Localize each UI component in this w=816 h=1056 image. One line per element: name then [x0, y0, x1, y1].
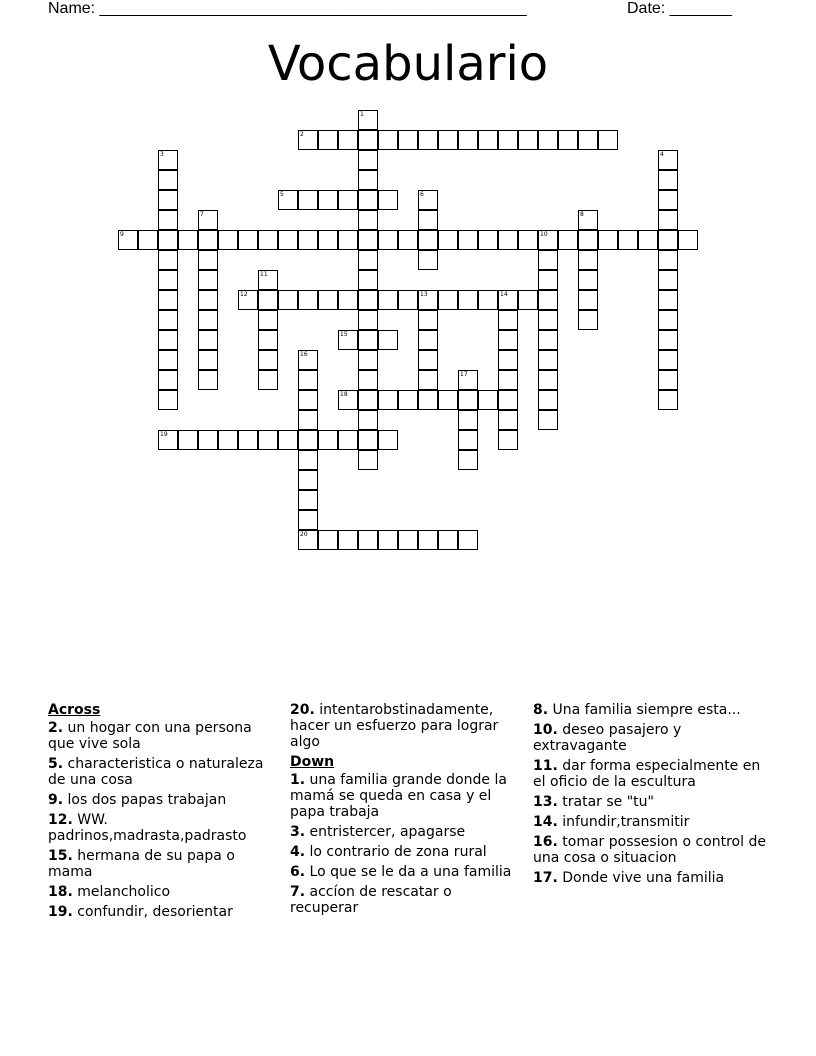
grid-cell[interactable]: [598, 130, 618, 150]
grid-cell[interactable]: [438, 290, 458, 310]
grid-cell[interactable]: [418, 230, 438, 250]
clues-column-1: [48, 702, 276, 924]
clue-across-19: [48, 904, 276, 920]
clue-text: tomar possesion o control de una cosa o situacion: [533, 834, 766, 866]
clue-across-15: [48, 848, 276, 880]
grid-cell[interactable]: [378, 330, 398, 350]
clue-text: WW. padrinos,madrasta,padrasto: [48, 812, 247, 844]
clue-text: intentarobstinadamente, hacer un esfuerzo para lograr algo: [290, 702, 499, 750]
clue-down-11: [533, 758, 768, 790]
grid-cell[interactable]: [198, 330, 218, 350]
grid-cell[interactable]: [338, 130, 358, 150]
clue-down-6: [290, 864, 522, 880]
clue-number-label: 14: [500, 291, 508, 298]
grid-cell[interactable]: [298, 430, 318, 450]
grid-cell[interactable]: [238, 430, 258, 450]
clue-number: 9.: [48, 792, 64, 808]
grid-cell[interactable]: [498, 410, 518, 430]
clue-down-10: [533, 722, 768, 754]
grid-cell[interactable]: [258, 290, 278, 310]
grid-cell[interactable]: [538, 390, 558, 410]
clue-text: una familia grande donde la mamá se queda en casa y el papa trabaja: [290, 772, 507, 820]
grid-cell[interactable]: [358, 170, 378, 190]
grid-cell[interactable]: [398, 530, 418, 550]
clue-text: entristercer, apagarse: [309, 824, 466, 840]
grid-cell[interactable]: [398, 130, 418, 150]
grid-cell[interactable]: [238, 230, 258, 250]
clue-number-label: 4: [660, 151, 664, 158]
grid-cell[interactable]: [418, 210, 438, 230]
grid-cell[interactable]: [358, 150, 378, 170]
clue-number: 10.: [533, 722, 558, 738]
grid-cell[interactable]: [418, 530, 438, 550]
grid-cell[interactable]: [658, 350, 678, 370]
grid-cell[interactable]: [318, 190, 338, 210]
clue-number-label: 7: [200, 211, 204, 218]
clue-number: 15.: [48, 848, 73, 864]
grid-cell[interactable]: [498, 430, 518, 450]
clue-text: confundir, desorientar: [77, 904, 233, 920]
clue-text: accíon de rescatar o recuperar: [290, 884, 452, 916]
clue-number-label: 5: [280, 191, 284, 198]
grid-cell[interactable]: [518, 230, 538, 250]
grid-cell[interactable]: [578, 310, 598, 330]
grid-cell[interactable]: [538, 310, 558, 330]
grid-cell[interactable]: [338, 430, 358, 450]
grid-cell[interactable]: [278, 430, 298, 450]
grid-cell[interactable]: [218, 230, 238, 250]
grid-cell[interactable]: [298, 410, 318, 430]
grid-cell[interactable]: [318, 230, 338, 250]
grid-cell[interactable]: [278, 290, 298, 310]
grid-cell[interactable]: [338, 190, 358, 210]
grid-cell[interactable]: [538, 350, 558, 370]
grid-cell[interactable]: [458, 230, 478, 250]
grid-cell[interactable]: [658, 170, 678, 190]
grid-cell[interactable]: [198, 350, 218, 370]
grid-cell[interactable]: [298, 510, 318, 530]
clue-number: 1.: [290, 772, 306, 788]
grid-cell[interactable]: [478, 130, 498, 150]
grid-cell[interactable]: [198, 290, 218, 310]
clues-column-2: [290, 702, 522, 920]
clue-text: deseo pasajero y extravagante: [533, 722, 682, 754]
grid-cell[interactable]: [358, 370, 378, 390]
grid-cell[interactable]: [478, 390, 498, 410]
grid-cell[interactable]: [198, 230, 218, 250]
grid-cell[interactable]: [358, 530, 378, 550]
clue-across-9: [48, 792, 276, 808]
grid-cell[interactable]: [538, 370, 558, 390]
grid-cell[interactable]: [378, 190, 398, 210]
grid-cell[interactable]: [658, 290, 678, 310]
grid-cell[interactable]: [458, 390, 478, 410]
clue-number-label: 12: [240, 291, 248, 298]
grid-cell[interactable]: [438, 530, 458, 550]
name-line: Name: ________________________________________________: [48, 0, 527, 17]
grid-cell[interactable]: [298, 490, 318, 510]
clue-text: hermana de su papa o mama: [48, 848, 235, 880]
page-title: Vocabulario: [267, 36, 549, 92]
clue-number: 6.: [290, 864, 306, 880]
grid-cell[interactable]: [498, 350, 518, 370]
clue-number: 7.: [290, 884, 306, 900]
clue-number-label: 15: [340, 331, 348, 338]
grid-cell[interactable]: [358, 190, 378, 210]
grid-cell[interactable]: [198, 370, 218, 390]
grid-cell[interactable]: [498, 230, 518, 250]
grid-cell[interactable]: [658, 330, 678, 350]
clue-text: infundir,transmitir: [562, 814, 690, 830]
grid-cell[interactable]: [378, 130, 398, 150]
clue-down-16: [533, 834, 768, 866]
grid-cell[interactable]: [418, 130, 438, 150]
clue-number: 19.: [48, 904, 73, 920]
grid-cell[interactable]: [678, 230, 698, 250]
grid-cell[interactable]: [658, 250, 678, 270]
clue-number: 18.: [48, 884, 73, 900]
clue-text: lo contrario de zona rural: [309, 844, 487, 860]
grid-cell[interactable]: [518, 290, 538, 310]
grid-cell[interactable]: [418, 330, 438, 350]
grid-cell[interactable]: [298, 190, 318, 210]
grid-cell[interactable]: [158, 250, 178, 270]
clue-number: 4.: [290, 844, 306, 860]
grid-cell[interactable]: [338, 230, 358, 250]
grid-cell[interactable]: [598, 230, 618, 250]
across-heading: Across: [48, 702, 101, 718]
grid-cell[interactable]: [458, 450, 478, 470]
clue-number-label: 17: [460, 371, 468, 378]
grid-cell[interactable]: [438, 230, 458, 250]
grid-cell[interactable]: [418, 310, 438, 330]
grid-cell[interactable]: [538, 250, 558, 270]
grid-cell[interactable]: [338, 530, 358, 550]
grid-cell[interactable]: [358, 250, 378, 270]
grid-cell[interactable]: [478, 230, 498, 250]
clue-number-label: 2: [300, 131, 304, 138]
grid-cell[interactable]: [158, 270, 178, 290]
grid-cell[interactable]: [158, 390, 178, 410]
clue-number: 8.: [533, 702, 549, 718]
clue-number-label: 19: [160, 431, 168, 438]
grid-cell[interactable]: [398, 230, 418, 250]
clue-across-2: [48, 720, 276, 752]
grid-cell[interactable]: [378, 390, 398, 410]
clue-number-label: 1: [360, 111, 364, 118]
grid-cell[interactable]: [538, 410, 558, 430]
grid-cell[interactable]: [358, 390, 378, 410]
grid-cell[interactable]: [498, 370, 518, 390]
date-line: Date: _______: [627, 0, 732, 17]
clue-text: Donde vive una familia: [562, 870, 725, 886]
grid-cell[interactable]: [438, 390, 458, 410]
grid-cell[interactable]: [358, 310, 378, 330]
grid-cell[interactable]: [258, 350, 278, 370]
grid-cell[interactable]: [358, 430, 378, 450]
clue-down-14: [533, 814, 768, 830]
grid-cell[interactable]: [378, 530, 398, 550]
clue-number: 12.: [48, 812, 73, 828]
clue-down-3: [290, 824, 522, 840]
grid-cell[interactable]: [318, 430, 338, 450]
grid-cell[interactable]: [578, 250, 598, 270]
clue-number-label: 9: [120, 231, 124, 238]
grid-cell[interactable]: [618, 230, 638, 250]
grid-cell[interactable]: [198, 430, 218, 450]
grid-cell[interactable]: [458, 290, 478, 310]
grid-cell[interactable]: [658, 210, 678, 230]
grid-cell[interactable]: [298, 290, 318, 310]
grid-cell[interactable]: [418, 390, 438, 410]
grid-cell[interactable]: [258, 370, 278, 390]
grid-cell[interactable]: [538, 330, 558, 350]
grid-cell[interactable]: [318, 130, 338, 150]
grid-cell[interactable]: [158, 350, 178, 370]
clue-down-7: [290, 884, 522, 916]
grid-cell[interactable]: [158, 370, 178, 390]
grid-cell[interactable]: [538, 130, 558, 150]
clue-down-1: [290, 772, 522, 820]
clue-number: 3.: [290, 824, 306, 840]
grid-cell[interactable]: [458, 530, 478, 550]
grid-cell[interactable]: [658, 310, 678, 330]
grid-cell[interactable]: [258, 430, 278, 450]
clue-number-label: 16: [300, 351, 308, 358]
grid-cell[interactable]: [178, 230, 198, 250]
clue-down-13: [533, 794, 768, 810]
clue-number-label: 6: [420, 191, 424, 198]
grid-cell[interactable]: [258, 230, 278, 250]
clue-down-17: [533, 870, 768, 886]
grid-cell[interactable]: [258, 330, 278, 350]
grid-cell[interactable]: [658, 370, 678, 390]
clue-text: Una familia siempre esta...: [552, 702, 741, 718]
grid-cell[interactable]: [298, 230, 318, 250]
grid-cell[interactable]: [418, 370, 438, 390]
clue-number: 17.: [533, 870, 558, 886]
clue-text: characteristica o naturaleza de una cosa: [48, 756, 264, 788]
clue-number: 5.: [48, 756, 64, 772]
grid-cell[interactable]: [318, 290, 338, 310]
grid-cell[interactable]: [298, 450, 318, 470]
grid-cell[interactable]: [498, 330, 518, 350]
grid-cell[interactable]: [558, 130, 578, 150]
grid-cell[interactable]: [638, 230, 658, 250]
clue-number-label: 3: [160, 151, 164, 158]
clue-number: 13.: [533, 794, 558, 810]
grid-cell[interactable]: [298, 370, 318, 390]
clue-number: 20.: [290, 702, 315, 718]
grid-cell[interactable]: [458, 130, 478, 150]
clue-number-label: 8: [580, 211, 584, 218]
grid-cell[interactable]: [378, 290, 398, 310]
grid-cell[interactable]: [378, 430, 398, 450]
grid-cell[interactable]: [158, 170, 178, 190]
clue-number-label: 10: [540, 231, 548, 238]
clue-number-label: 11: [260, 271, 268, 278]
grid-cell[interactable]: [358, 230, 378, 250]
grid-cell[interactable]: [338, 290, 358, 310]
grid-cell[interactable]: [158, 290, 178, 310]
grid-cell[interactable]: [418, 250, 438, 270]
grid-cell[interactable]: [358, 290, 378, 310]
clue-number-label: 18: [340, 391, 348, 398]
grid-cell[interactable]: [158, 230, 178, 250]
clue-text: un hogar con una persona que vive sola: [48, 720, 252, 752]
grid-cell[interactable]: [158, 210, 178, 230]
grid-cell[interactable]: [298, 390, 318, 410]
clue-number: 2.: [48, 720, 64, 736]
grid-cell[interactable]: [538, 270, 558, 290]
clue-across-20: [290, 702, 522, 750]
grid-cell[interactable]: [358, 450, 378, 470]
grid-cell[interactable]: [578, 230, 598, 250]
grid-cell[interactable]: [518, 130, 538, 150]
clue-across-18: [48, 884, 276, 900]
grid-cell[interactable]: [358, 130, 378, 150]
grid-cell[interactable]: [378, 230, 398, 250]
grid-cell[interactable]: [498, 310, 518, 330]
grid-cell[interactable]: [478, 290, 498, 310]
grid-cell[interactable]: [298, 470, 318, 490]
grid-cell[interactable]: [358, 270, 378, 290]
grid-cell[interactable]: [498, 390, 518, 410]
grid-cell[interactable]: [438, 130, 458, 150]
grid-cell[interactable]: [198, 310, 218, 330]
clue-text: Lo que se le da a una familia: [309, 864, 512, 880]
clue-across-12: [48, 812, 276, 844]
grid-cell[interactable]: [358, 330, 378, 350]
grid-cell[interactable]: [218, 430, 238, 450]
clue-down-4: [290, 844, 522, 860]
grid-cell[interactable]: [558, 230, 578, 250]
clue-text: dar forma especialmente en el oficio de la escultura: [533, 758, 761, 790]
grid-cell[interactable]: [658, 230, 678, 250]
grid-cell[interactable]: [278, 230, 298, 250]
clue-number-label: 20: [300, 531, 308, 538]
down-heading: Down: [290, 754, 335, 770]
grid-cell[interactable]: [398, 390, 418, 410]
grid-cell[interactable]: [578, 270, 598, 290]
grid-cell[interactable]: [198, 270, 218, 290]
grid-cell[interactable]: [578, 290, 598, 310]
grid-cell[interactable]: [498, 130, 518, 150]
clue-across-5: [48, 756, 276, 788]
grid-cell[interactable]: [138, 230, 158, 250]
clue-text: tratar se "tu": [562, 794, 654, 810]
grid-cell[interactable]: [358, 350, 378, 370]
grid-cell[interactable]: [578, 130, 598, 150]
grid-cell[interactable]: [458, 430, 478, 450]
grid-cell[interactable]: [658, 270, 678, 290]
clue-down-8: [533, 702, 768, 718]
grid-cell[interactable]: [418, 350, 438, 370]
clue-text: melancholico: [77, 884, 171, 900]
clue-number: 11.: [533, 758, 558, 774]
grid-cell[interactable]: [358, 410, 378, 430]
grid-cell[interactable]: [538, 290, 558, 310]
grid-cell[interactable]: [318, 530, 338, 550]
clues-column-3: [533, 702, 768, 890]
grid-cell[interactable]: [658, 190, 678, 210]
grid-cell[interactable]: [158, 190, 178, 210]
grid-cell[interactable]: [178, 430, 198, 450]
grid-cell[interactable]: [458, 410, 478, 430]
grid-cell[interactable]: [158, 310, 178, 330]
clue-text: los dos papas trabajan: [67, 792, 227, 808]
grid-cell[interactable]: [358, 210, 378, 230]
grid-cell[interactable]: [398, 290, 418, 310]
clue-number: 16.: [533, 834, 558, 850]
grid-cell[interactable]: [258, 310, 278, 330]
grid-cell[interactable]: [198, 250, 218, 270]
clue-number: 14.: [533, 814, 558, 830]
grid-cell[interactable]: [158, 330, 178, 350]
clue-number-label: 13: [420, 291, 428, 298]
grid-cell[interactable]: [658, 390, 678, 410]
